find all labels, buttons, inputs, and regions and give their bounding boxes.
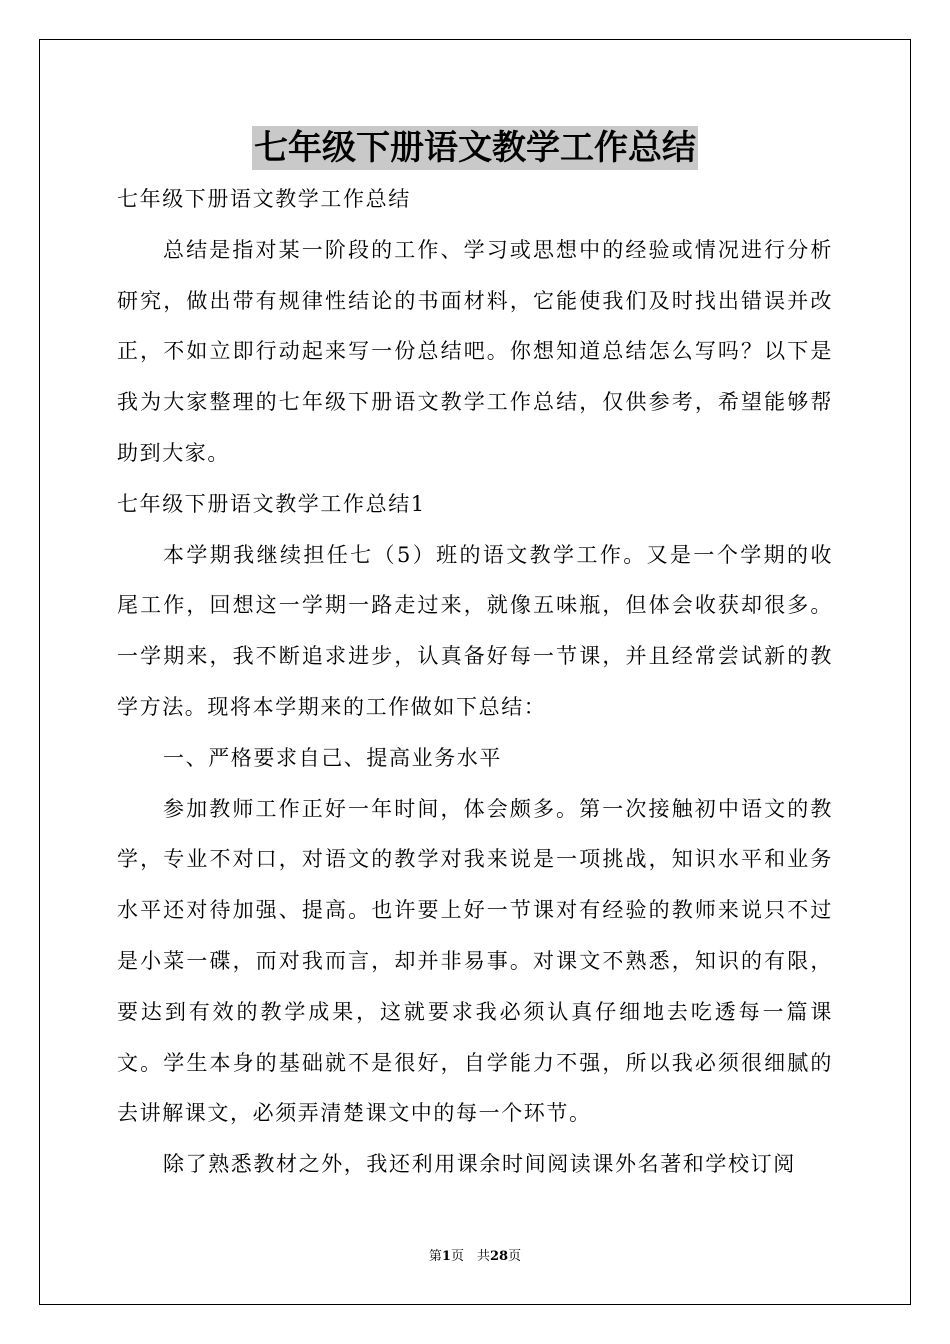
document-subtitle: 七年级下册语文教学工作总结	[117, 187, 411, 211]
section-title: 七年级下册语文教学工作总结1	[117, 491, 426, 516]
footer-page-number: 1	[441, 1249, 451, 1264]
footer-page-suffix: 页	[508, 1249, 522, 1264]
intro-paragraph: 总结是指对某一阶段的工作、学习或思想中的经验或情况进行分析研究，做出带有规律性结论的书面材料，它能使我们及时找出错误并改正，不如立即行动起来写一份总结吧。你想知道总结怎么写吗？以下是我为大家整理的七年级下册语文教学工作总结，仅供参考，希望能够帮助到大家。	[117, 237, 833, 465]
document-body	[117, 174, 833, 1190]
page-footer	[0, 1248, 950, 1266]
body-paragraph: 参加教师工作正好一年时间，体会颇多。第一次接触初中语文的教学，专业不对口，对语文的教学对我来说是一项挑战，知识水平和业务水平还对待加强、提高。也许要上好一节课对有经验的教师来说只不过是小菜一碟，而对我而言，却并非易事。对课文不熟悉，知识的有限，要达到有效的教学成果，这就要求我必须认真仔细地去吃透每一篇课文。学生本身的基础就不是很好，自学能力不强，所以我必须很细腻的去讲解课文，必须弄清楚课文中的每一个环节。	[117, 796, 833, 1126]
section-heading: 一、严格要求自己、提高业务水平	[163, 745, 502, 770]
body-paragraph: 本学期我继续担任七（5）班的语文教学工作。又是一个学期的收尾工作，回想这一学期一路走过来，就像五味瓶，但体会收获却很多。一学期来，我不断追求进步，认真备好每一节课，并且经常尝试新的教学方法。现将本学期来的工作做如下总结：	[117, 542, 833, 719]
title-area	[0, 126, 950, 170]
body-paragraph: 除了熟悉教材之外，我还利用课余时间阅读课外名著和学校订阅	[163, 1152, 796, 1177]
footer-page-prefix: 第	[428, 1249, 442, 1264]
document-title: 七年级下册语文教学工作总结	[254, 128, 696, 168]
footer-page-mid: 页 共	[450, 1249, 490, 1264]
footer-total-pages: 28	[489, 1249, 509, 1264]
